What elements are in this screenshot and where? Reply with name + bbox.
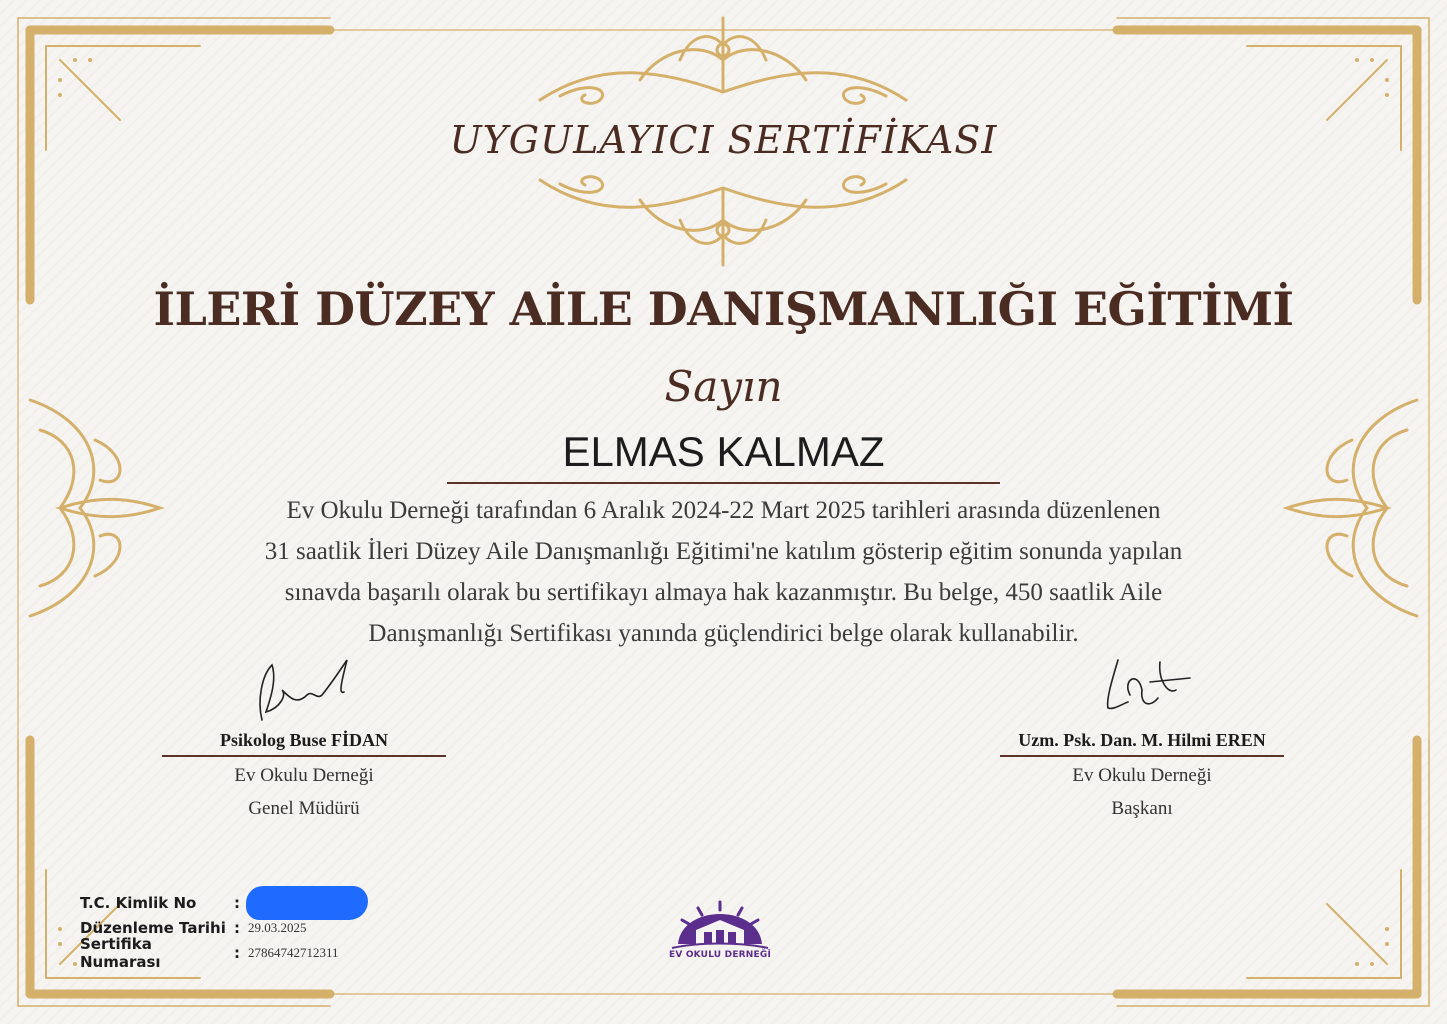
- serial-row: [80, 934, 339, 971]
- signatory-role-left: Genel Müdürü: [248, 798, 360, 819]
- signatory-org-right: Ev Okulu Derneği: [1072, 765, 1212, 786]
- signatory-name-right: Uzm. Psk. Dan. M. Hilmi EREN: [1000, 730, 1284, 757]
- signatory-name-left: Psikolog Buse FİDAN: [162, 730, 446, 757]
- logo-text: EV OKULU DERNEĞİ: [668, 950, 772, 960]
- recipient-name: ELMAS KALMAZ: [562, 428, 885, 475]
- organization-logo: [660, 900, 780, 970]
- signature-image-right: [1000, 650, 1284, 730]
- signatory-org-left: Ev Okulu Derneği: [234, 765, 374, 786]
- date-separator: :: [234, 918, 240, 937]
- body-line: Ev Okulu Derneği tarafından 6 Aralık 2024-22 Mart 2025 tarihleri arasında düzenlenen: [286, 497, 1161, 524]
- signature-block-right: [1000, 650, 1284, 823]
- serial-label: Sertifika Numarası: [80, 934, 161, 971]
- salutation: Sayın: [664, 362, 783, 411]
- recipient-underline: [447, 482, 1000, 484]
- house-sun-icon: [660, 900, 780, 950]
- body-line: 31 saatlik İleri Düzey Aile Danışmanlığı Eğitimi'ne katılım gösterip eğitim sonunda yapılan: [264, 538, 1183, 565]
- signature-image-left: [162, 650, 446, 730]
- body-line: Danışmanlığı Sertifikası yanında güçlendirici belge olarak kullanabilir.: [368, 620, 1079, 647]
- top-ornament: [540, 18, 906, 103]
- tc-label: T.C. Kimlik No: [80, 893, 197, 912]
- certificate-body: [170, 490, 1277, 654]
- serial-value: 27864742712311: [248, 944, 339, 960]
- signatory-role-right: Başkanı: [1111, 798, 1173, 819]
- date-label: Düzenleme Tarihi: [80, 918, 226, 937]
- header-bottom-ornament: [540, 177, 906, 265]
- certificate-type-title: UYGULAYICI SERTİFİKASI: [449, 118, 998, 162]
- redaction-mark: [246, 886, 368, 920]
- serial-separator: :: [234, 943, 240, 962]
- date-value: 29.03.2025: [248, 919, 307, 935]
- tc-separator: :: [234, 893, 240, 912]
- course-title: İLERİ DÜZEY AİLE DANIŞMANLIĞI EĞİTİMİ: [153, 282, 1294, 336]
- signature-block-left: [162, 650, 446, 823]
- body-line: sınavda başarılı olarak bu sertifikayı almaya hak kazanmıştır. Bu belge, 450 saatlik Aile: [284, 579, 1163, 606]
